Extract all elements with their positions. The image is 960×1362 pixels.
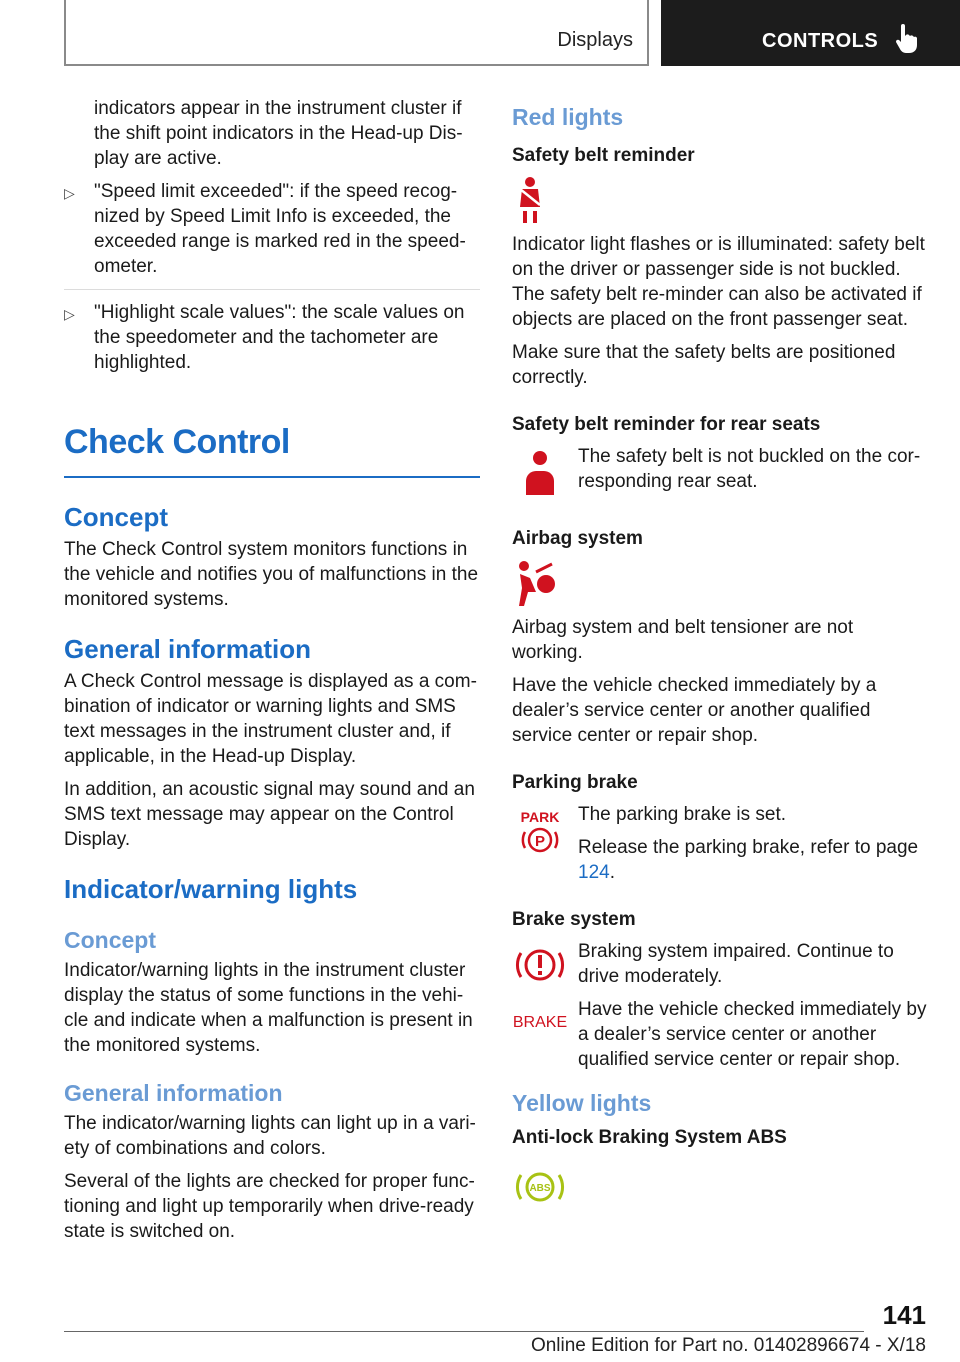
belt-reminder-paragraph-2: Make sure that the safety belts are positioned correctly. (512, 342, 896, 388)
airbag-block (512, 558, 928, 748)
iw-concept-heading: Concept (64, 927, 156, 953)
bullet-text: "Highlight scale values": the scale values on the speedometer and the tachometer are highlighted. (94, 302, 465, 373)
brake-system-paragraph-1: Braking system impaired. Continue to drive moderately. (578, 941, 894, 987)
concept-heading: Concept (64, 502, 168, 532)
iw-general-heading: General information (64, 1080, 283, 1106)
abs-icon-label: ABS (529, 1183, 551, 1194)
rear-belt-paragraph: The safety belt is not buckled on the cor-responding rear seat. (578, 446, 921, 492)
seatbelt-icon (512, 214, 548, 231)
pointing-hand-icon (895, 24, 919, 54)
park-icon-label: PARK (520, 809, 560, 825)
chapter-title: CONTROLS (762, 30, 879, 52)
belt-reminder-paragraph-1: Indicator light flashes or is illuminated: safety belt on the driver or passenger side is not buckled. The safety belt re-minder can also be activated if objects are placed on the front passenger seat. (512, 234, 925, 330)
rear-belt-block (512, 444, 928, 504)
general-info-paragraph-2: In addition, an acoustic signal may sound and an SMS text message may appear on the Control Display. (64, 779, 475, 850)
brake-icon-label: BRAKE (513, 1014, 567, 1031)
parking-brake-paragraph-1: The parking brake is set. (578, 804, 787, 825)
airbag-paragraph-1: Airbag system and belt tensioner are not working. (512, 617, 854, 663)
brake-system-heading: Brake system (512, 909, 636, 930)
parking-brake-icon (512, 802, 568, 862)
page-ref-suffix: . (609, 862, 615, 883)
section-title: Displays (557, 29, 633, 51)
parking-brake-heading: Parking brake (512, 772, 638, 793)
brake-icons (512, 939, 568, 1059)
indicator-warning-heading: Indicator/warning lights (64, 874, 358, 904)
footer-edition: Online Edition for Part no. 01402896674 - X/18 (530, 1335, 926, 1356)
iw-concept-paragraph: Indicator/warning lights in the instrument cluster display the status of some functions in the vehi-cle and indicate when a malfunction is present in the monitored systems. (64, 960, 473, 1056)
rear-seatbelt-icon (512, 444, 568, 504)
header-chapter-tab (661, 0, 960, 66)
iw-general-paragraph-1: The indicator/warning lights can light up in a vari-ety of combinations and colors. (64, 1113, 476, 1159)
belt-reminder-heading: Safety belt reminder (512, 145, 695, 166)
brake-warning-icon (514, 943, 566, 987)
bullet-text: "Speed limit exceeded": if the speed recog-nized by Speed Limit Info is exceeded, the exceeded range is marked red in the speed-ometer. (94, 181, 466, 277)
brake-system-paragraph-2: Have the vehicle checked immediately by a dealer’s service center or another qualified service center or repair shop. (578, 999, 927, 1070)
brake-system-block (512, 939, 928, 1072)
bullet-list (64, 179, 480, 385)
brake-text-icon (513, 1009, 567, 1033)
footer-divider (64, 1331, 864, 1332)
bullet-triangle-icon: ▷ (64, 306, 75, 322)
continuation-paragraph: indicators appear in the instrument cluster if the shift point indicators in the Head-up Dis-play are active. (94, 98, 463, 169)
parking-brake-paragraph-2 (578, 835, 928, 885)
left-column (64, 96, 480, 1252)
page-number: 141 (882, 1300, 926, 1330)
abs-block (512, 1157, 928, 1217)
list-item (64, 289, 480, 385)
abs-heading: Anti-lock Braking System ABS (512, 1127, 787, 1148)
park-icon-letter: P (534, 833, 546, 850)
iw-general-paragraph-2: Several of the lights are checked for proper func-tioning and light up temporarily when drive-ready state is switched on. (64, 1171, 475, 1242)
parking-brake-block (512, 802, 928, 885)
airbag-heading: Airbag system (512, 528, 643, 549)
page-reference-link[interactable]: 124 (578, 862, 610, 883)
belt-reminder-block (512, 175, 928, 332)
abs-icon (512, 1157, 568, 1217)
concept-paragraph: The Check Control system monitors functions in the vehicle and notifies you of malfunctions in the monitored systems. (64, 539, 479, 610)
airbag-paragraph-2: Have the vehicle checked immediately by a dealer’s service center or another qualified service center or repair shop. (512, 675, 877, 746)
yellow-lights-heading: Yellow lights (512, 1090, 652, 1116)
general-info-heading: General information (64, 634, 312, 664)
bullet-triangle-icon: ▷ (64, 185, 75, 201)
red-lights-heading: Red lights (512, 104, 624, 130)
page-title: Check Control (64, 423, 480, 478)
right-column (512, 96, 928, 1217)
header-section-tab (64, 0, 649, 66)
page-ref-prefix: Release the parking brake, refer to page (578, 837, 919, 858)
rear-belt-heading: Safety belt reminder for rear seats (512, 414, 821, 435)
airbag-icon (512, 597, 556, 614)
list-item (64, 179, 480, 289)
general-info-paragraph-1: A Check Control message is displayed as a com-bination of indicator or warning lights and SMS text messages in the instrument cluster and, if applicable, in the Head-up Display. (64, 671, 477, 767)
